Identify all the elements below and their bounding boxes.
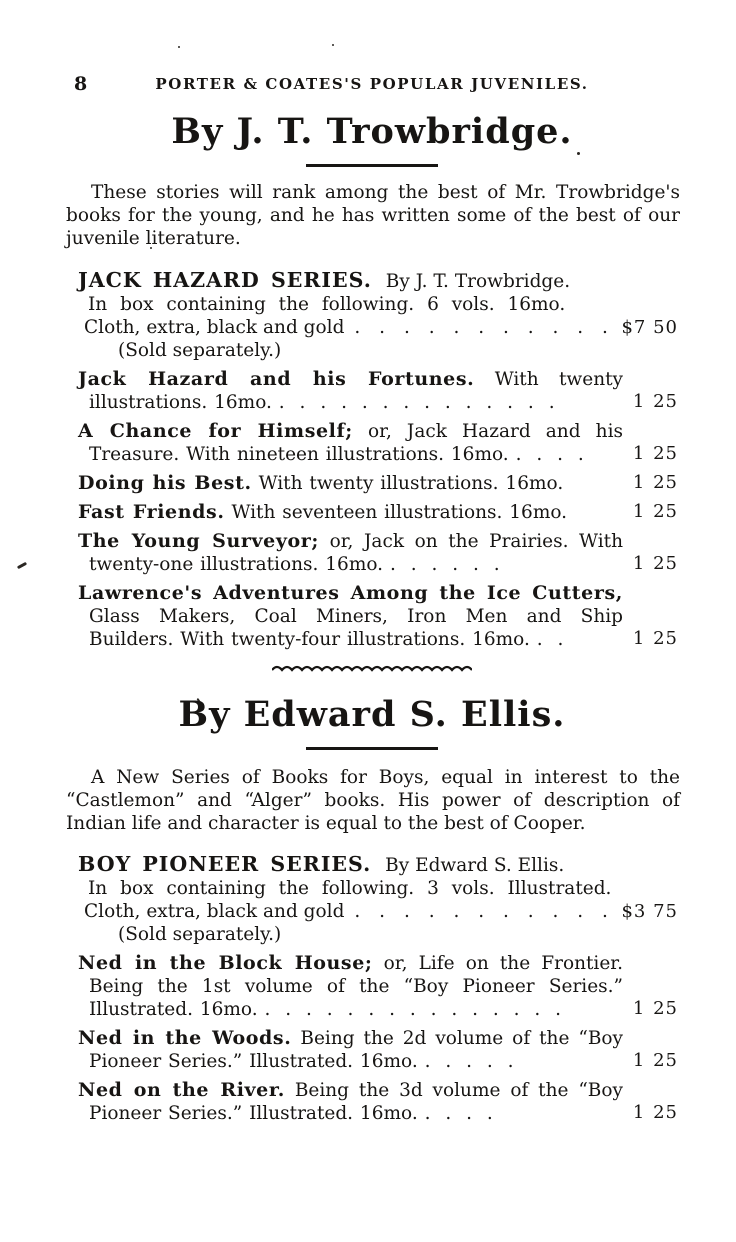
series-price-line (84, 900, 680, 923)
book-title: Doing his Best. (78, 471, 252, 494)
book-title: Ned in the Block House; (78, 952, 373, 974)
series-title-line (78, 269, 680, 293)
price: 1 25 (632, 1102, 678, 1123)
sold-separately-note: (Sold separately.) (118, 924, 282, 945)
book-description: Being the 2d volume of the “Boy Pioneer Series.” Illustrated. 16mo. (89, 1028, 623, 1072)
book-title: Ned in the Woods. (78, 1027, 292, 1049)
book-title: The Young Surveyor; (78, 529, 319, 552)
page-header (64, 74, 680, 95)
section-heading-ellis: By Edward S. Ellis. (178, 693, 566, 735)
price: 1 25 (632, 500, 678, 522)
series-contents-line: In box containing the following. 6 vols. 16mo. (88, 293, 566, 315)
book-description: or, Jack on the Prairies. With twenty-one illustrations. 16mo. (89, 530, 623, 575)
page-number: 8 (74, 73, 88, 95)
intro-paragraph: A New Series of Books for Boys, equal in interest to the “Castlemon” and “Alger” books. His power of description of Indian life and character is equal to the best of Cooper. (66, 766, 680, 834)
heading-rule (306, 164, 438, 167)
price: 1 25 (632, 1050, 678, 1071)
book-entry (78, 952, 680, 1021)
book-entry (78, 1027, 680, 1073)
leader-dots: . . (536, 628, 564, 650)
leader-dots: . . . . (515, 443, 584, 465)
leader-dots: . . . . (424, 1103, 493, 1124)
binding-description: Cloth, extra, black and gold (84, 901, 345, 922)
series-byline: By Edward S. Ellis. (385, 855, 565, 876)
binding-description: Cloth, extra, black and gold (84, 316, 345, 338)
series-price-line (84, 316, 680, 339)
book-entry (78, 472, 680, 495)
intro-paragraph: These stories will rank among the best of Mr. Trowbridge's books for the young, and he has written some of the best of our juvenile literature. (66, 182, 680, 249)
series-block-boy-pioneer (78, 853, 680, 946)
series-contents-line: In box containing the following. 3 vols. Illustrated. (88, 878, 612, 899)
book-title: Fast Friends. (78, 500, 225, 523)
section-heading-trowbridge: By J. T. Trowbridge. (171, 111, 573, 152)
leader-dots: . . . . . (424, 1051, 514, 1072)
leader-dots: . . . . . . . . . . . . . . . (264, 999, 562, 1020)
heading-rule (306, 747, 438, 750)
book-title: Ned on the River. (78, 1079, 285, 1101)
book-title: A Chance for Himself; (78, 419, 353, 442)
book-entry (78, 582, 680, 651)
book-description: With seventeen illustrations. 16mo. (231, 501, 568, 523)
series-block-jack-hazard (78, 269, 680, 362)
book-description: Being the 3d volume of the “Boy Pioneer Series.” Illustrated. 16mo. (89, 1080, 623, 1124)
price: 1 25 (632, 390, 678, 412)
book-entry (78, 530, 680, 576)
price: 1 25 (632, 552, 678, 574)
series-title: BOY PIONEER SERIES. (78, 852, 372, 876)
price: 1 25 (632, 471, 678, 493)
book-entry (78, 1079, 680, 1125)
sold-separately-note: (Sold separately.) (118, 339, 282, 361)
series-byline: By J. T. Trowbridge. (385, 270, 571, 292)
wavy-divider (272, 663, 472, 673)
book-entry (78, 420, 680, 466)
leader-dots: . . . . . . . . . . . . . . (278, 391, 555, 413)
price: 1 25 (632, 442, 678, 464)
price: $3 75 (621, 901, 678, 922)
book-description: Glass Makers, Coal Miners, Iron Men and Ship Builders. With twenty-four illustrations. 16mo. (89, 605, 623, 650)
leader-dots: . . . . . . (389, 553, 500, 575)
leader-dots: . . . . . . . . . . . (354, 901, 608, 922)
series-title: JACK HAZARD SERIES. (78, 267, 372, 292)
book-entry (78, 368, 680, 414)
book-description: or, Jack Hazard and his Treasure. With nineteen illustrations. 16mo. (89, 420, 623, 465)
book-description: or, Life on the Frontier. Being the 1st volume of the “Boy Pioneer Series.” Illustrated. 16mo. (89, 953, 623, 1020)
book-title: Jack Hazard and his Fortunes. (78, 367, 475, 390)
book-description: With twenty illustrations. 16mo. (89, 368, 623, 413)
price: 1 25 (632, 998, 678, 1019)
book-title: Lawrence's Adventures Among the Ice Cutters, (78, 581, 623, 604)
book-description: With twenty illustrations. 16mo. (258, 472, 564, 494)
price: 1 25 (632, 627, 678, 649)
running-title: PORTER & COATES'S POPULAR JUVENILES. (155, 75, 589, 93)
leader-dots: . . . . . . . . . . . (354, 316, 608, 338)
series-title-line (78, 853, 680, 877)
price: $7 50 (621, 316, 678, 338)
book-entry (78, 501, 680, 524)
scan-mark (17, 562, 27, 569)
